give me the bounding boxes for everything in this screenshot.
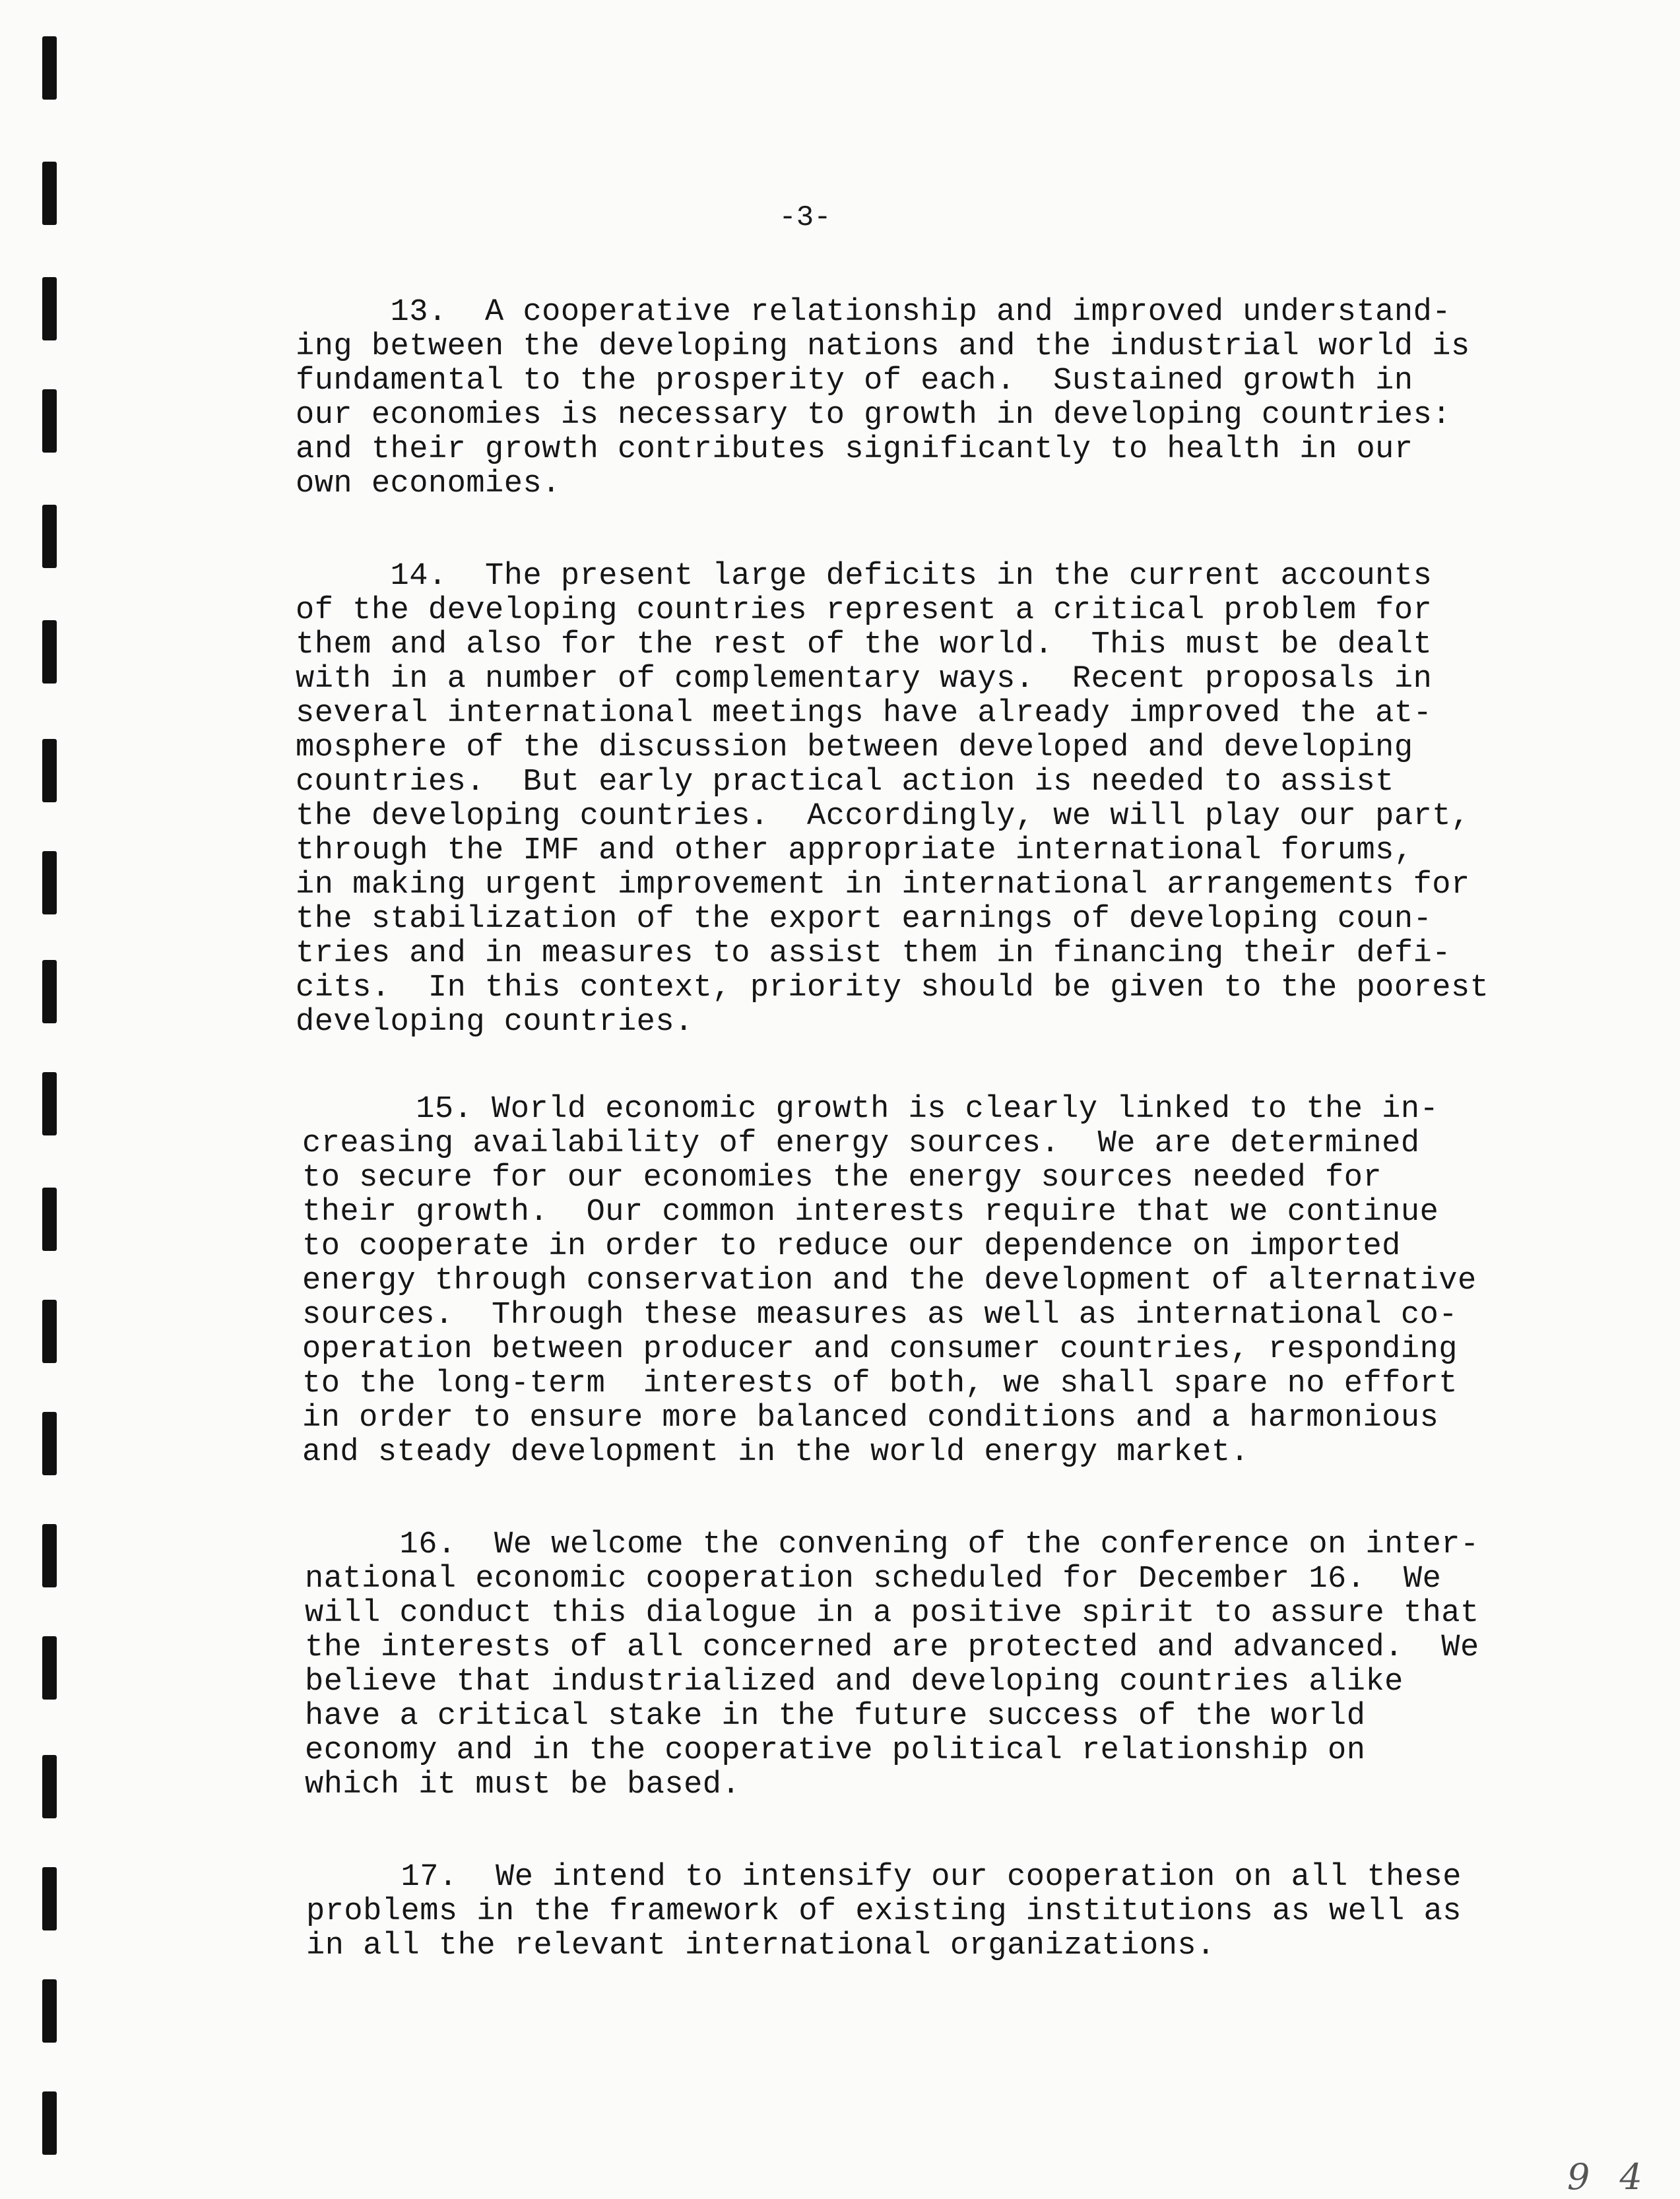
punch-hole-mark [42, 960, 57, 1023]
text-line: believe that industrialized and developing countries alike [305, 1665, 1404, 1700]
text-line: through the IMF and other appropriate international forums, [296, 833, 1413, 868]
text-line: economy and in the cooperative political relationship on [305, 1733, 1366, 1768]
text-line: which it must be based. [305, 1768, 741, 1802]
text-line: problems in the framework of existing institutions as well as [306, 1894, 1462, 1929]
page-number: -3- [779, 201, 831, 234]
paragraph-17 [306, 1861, 1563, 1963]
punch-hole-mark [42, 1636, 57, 1700]
punch-hole-mark [42, 1979, 57, 2043]
text-line: creasing availability of energy sources. We are determined [302, 1126, 1420, 1161]
text-line: the interests of all concerned are protected and advanced. We [305, 1630, 1479, 1665]
text-line: the stabilization of the export earnings of developing coun- [296, 902, 1433, 937]
text-line: our economies is necessary to growth in developing countries: [296, 398, 1451, 433]
paragraph-15 [302, 1093, 1563, 1470]
punch-hole-mark [42, 1412, 57, 1475]
document-body [296, 296, 1563, 2022]
punch-hole-mark [42, 620, 57, 684]
text-line: to the long-term interests of both, we shall spare no effort [302, 1366, 1458, 1401]
punch-hole-mark [42, 1188, 57, 1251]
punch-hole-mark [42, 1300, 57, 1363]
punch-hole-mark [42, 505, 57, 568]
text-line: countries. But early practical action is needed to assist [296, 765, 1394, 800]
punch-hole-mark [42, 36, 57, 100]
text-line: their growth. Our common interests require that we continue [302, 1195, 1439, 1230]
text-line: fundamental to the prosperity of each. Sustained growth in [296, 364, 1413, 398]
punch-hole-mark [42, 1524, 57, 1587]
paragraph-13 [296, 296, 1563, 501]
punch-hole-mark [42, 2091, 57, 2155]
punch-hole-mark [42, 1755, 57, 1818]
text-line: and steady development in the world energy market. [302, 1435, 1250, 1470]
text-line: energy through conservation and the development of alternative [302, 1263, 1477, 1298]
text-line: of the developing countries represent a critical problem for [296, 593, 1433, 628]
text-line: 14. The present large deficits in the current accounts [296, 559, 1433, 594]
text-line: own economies. [296, 466, 561, 501]
binding-punch-marks [34, 0, 61, 2199]
text-line: will conduct this dialogue in a positive spirit to assure that [305, 1596, 1479, 1631]
paragraph-14 [296, 559, 1563, 1040]
text-line: them and also for the rest of the world. This must be dealt [296, 627, 1433, 662]
text-line: tries and in measures to assist them in financing their defi- [296, 936, 1451, 971]
punch-hole-mark [42, 1072, 57, 1135]
text-line: have a critical stake in the future success of the world [305, 1699, 1366, 1734]
handwritten-page-mark: 9 4 [1567, 2156, 1652, 2198]
text-line: 15. World economic growth is clearly linked to the in- [302, 1092, 1439, 1127]
punch-hole-mark [42, 277, 57, 340]
punch-hole-mark [42, 739, 57, 802]
text-line: in all the relevant international organizations. [306, 1928, 1215, 1963]
text-line: to cooperate in order to reduce our dependence on imported [302, 1229, 1401, 1264]
punch-hole-mark [42, 389, 57, 453]
punch-hole-mark [42, 162, 57, 225]
text-line: mosphere of the discussion between developed and developing [296, 730, 1413, 765]
text-line: the developing countries. Accordingly, we will play our part, [296, 799, 1470, 834]
text-line: operation between producer and consumer countries, responding [302, 1332, 1458, 1367]
punch-hole-mark [42, 1867, 57, 1930]
text-line: several international meetings have already improved the at- [296, 696, 1433, 731]
text-line: in order to ensure more balanced conditions and a harmonious [302, 1401, 1439, 1436]
text-line: to secure for our economies the energy sources needed for [302, 1161, 1382, 1195]
text-line: national economic cooperation scheduled for December 16. We [305, 1562, 1442, 1597]
text-line: with in a number of complementary ways. Recent proposals in [296, 662, 1433, 697]
text-line: 13. A cooperative relationship and improved understand- [296, 295, 1451, 330]
text-line: and their growth contributes significantly to health in our [296, 432, 1413, 467]
text-line: 16. We welcome the convening of the conference on inter- [305, 1527, 1479, 1562]
text-line: ing between the developing nations and the industrial world is [296, 329, 1470, 364]
text-line: in making urgent improvement in international arrangements for [296, 868, 1470, 903]
text-line: cits. In this context, priority should be given to the poorest [296, 971, 1489, 1005]
paragraph-16 [305, 1528, 1563, 1802]
text-line: developing countries. [296, 1005, 694, 1040]
punch-hole-mark [42, 851, 57, 914]
text-line: sources. Through these measures as well as international co- [302, 1298, 1458, 1333]
text-line: 17. We intend to intensify our cooperation on all these [306, 1860, 1462, 1895]
